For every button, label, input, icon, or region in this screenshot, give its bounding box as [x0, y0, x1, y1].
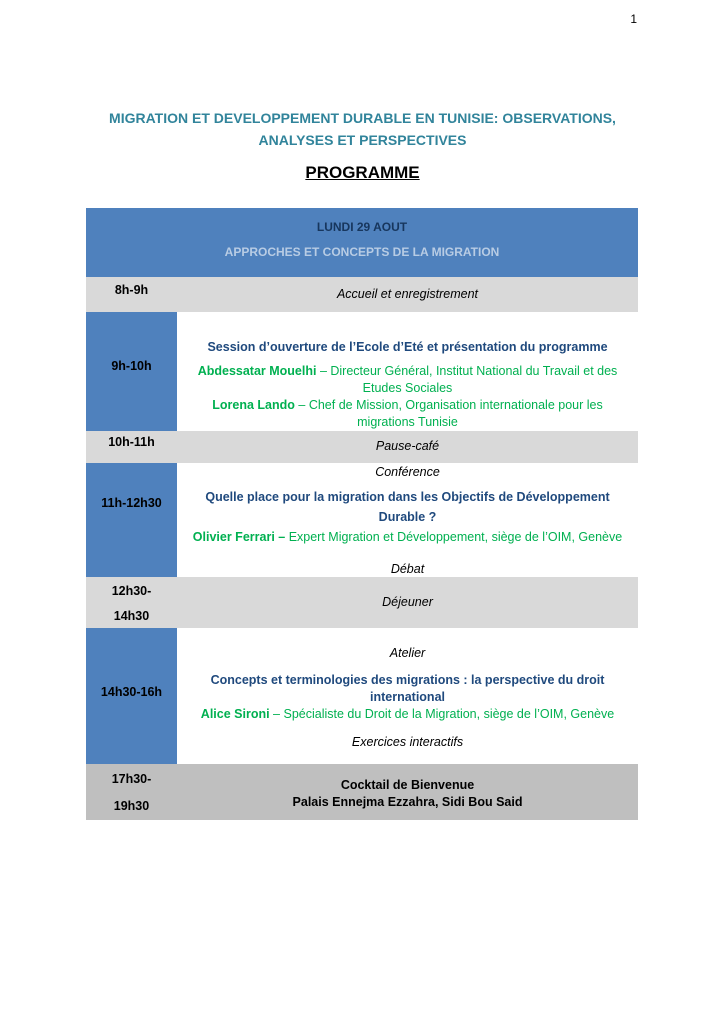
event-venue: Palais Ennejma Ezzahra, Sidi Bou Said — [292, 795, 523, 809]
slot-content — [177, 312, 638, 431]
session-title-cont: Durable ? — [378, 510, 437, 524]
slot-time: 11h-12h30 — [86, 463, 177, 577]
slot-time-end: 19h30 — [113, 799, 150, 813]
slot-content — [177, 764, 638, 820]
speaker-name: Lorena Lando — [212, 398, 295, 412]
table-row — [86, 577, 638, 628]
speaker-name: Olivier Ferrari – — [192, 530, 286, 544]
session-after: Débat — [390, 562, 425, 576]
document-title — [80, 107, 645, 151]
event-title: Cocktail de Bienvenue — [340, 778, 475, 792]
programme-table — [86, 208, 638, 820]
speaker-line — [177, 363, 638, 380]
speaker-role: Expert Migration et Développement, siège de l’OIM, Genève — [285, 530, 623, 544]
slot-time — [86, 764, 177, 820]
session-kind: Atelier — [389, 646, 426, 660]
slot-content — [177, 628, 638, 764]
slot-time-start: 17h30- — [111, 772, 152, 786]
session-title: Session d’ouverture de l’Ecole d’Eté et présentation du programme — [207, 340, 608, 354]
session-title: Quelle place pour la migration dans les Objectifs de Développement — [205, 490, 610, 504]
table-row — [86, 764, 638, 820]
table-row — [86, 431, 638, 463]
slot-time: 14h30-16h — [86, 628, 177, 764]
speaker-role-cont: Etudes Sociales — [362, 381, 453, 395]
table-row — [86, 277, 638, 312]
table-row — [86, 312, 638, 431]
slot-time — [86, 577, 177, 628]
table-row — [86, 628, 638, 764]
speaker-role: – Chef de Mission, Organisation internationale pour les — [294, 398, 603, 412]
slot-label: Accueil et enregistrement — [336, 287, 479, 301]
slot-time: 8h-9h — [114, 283, 149, 297]
speaker-role: – Spécialiste du Droit de la Migration, siège de l’OIM, Genève — [269, 707, 615, 721]
title-line-1: MIGRATION ET DEVELOPPEMENT DURABLE EN TUNISIE: OBSERVATIONS, — [109, 110, 616, 126]
session-title-cont: international — [369, 690, 445, 704]
day-date: LUNDI 29 AOUT — [316, 220, 408, 234]
session-kind: Conférence — [375, 465, 440, 479]
slot-content — [177, 463, 638, 577]
slot-time: 10h-11h — [108, 435, 155, 449]
slot-time: 9h-10h — [86, 312, 177, 431]
session-after: Exercices interactifs — [351, 735, 464, 749]
page-number: 1 — [630, 12, 637, 26]
speaker-role: – Directeur Général, Institut National du Travail et des — [316, 364, 618, 378]
session-title: Concepts et terminologies des migrations : la perspective du droit — [210, 673, 605, 687]
day-header — [86, 208, 638, 277]
speaker-line — [177, 397, 638, 414]
speaker-line — [177, 529, 638, 546]
slot-label: Pause-café — [375, 439, 440, 453]
speaker-name: Abdessatar Mouelhi — [197, 364, 317, 378]
speaker-name: Alice Sironi — [200, 707, 270, 721]
day-theme: APPROCHES ET CONCEPTS DE LA MIGRATION — [224, 245, 500, 259]
programme-heading: PROGRAMME — [305, 163, 420, 182]
speaker-line — [177, 706, 638, 723]
table-row — [86, 463, 638, 577]
slot-time-start: 12h30- — [111, 584, 152, 598]
slot-label: Déjeuner — [382, 595, 433, 609]
title-line-2: ANALYSES ET PERSPECTIVES — [258, 132, 467, 148]
speaker-role-cont: migrations Tunisie — [357, 415, 458, 429]
slot-time-end: 14h30 — [113, 609, 150, 623]
